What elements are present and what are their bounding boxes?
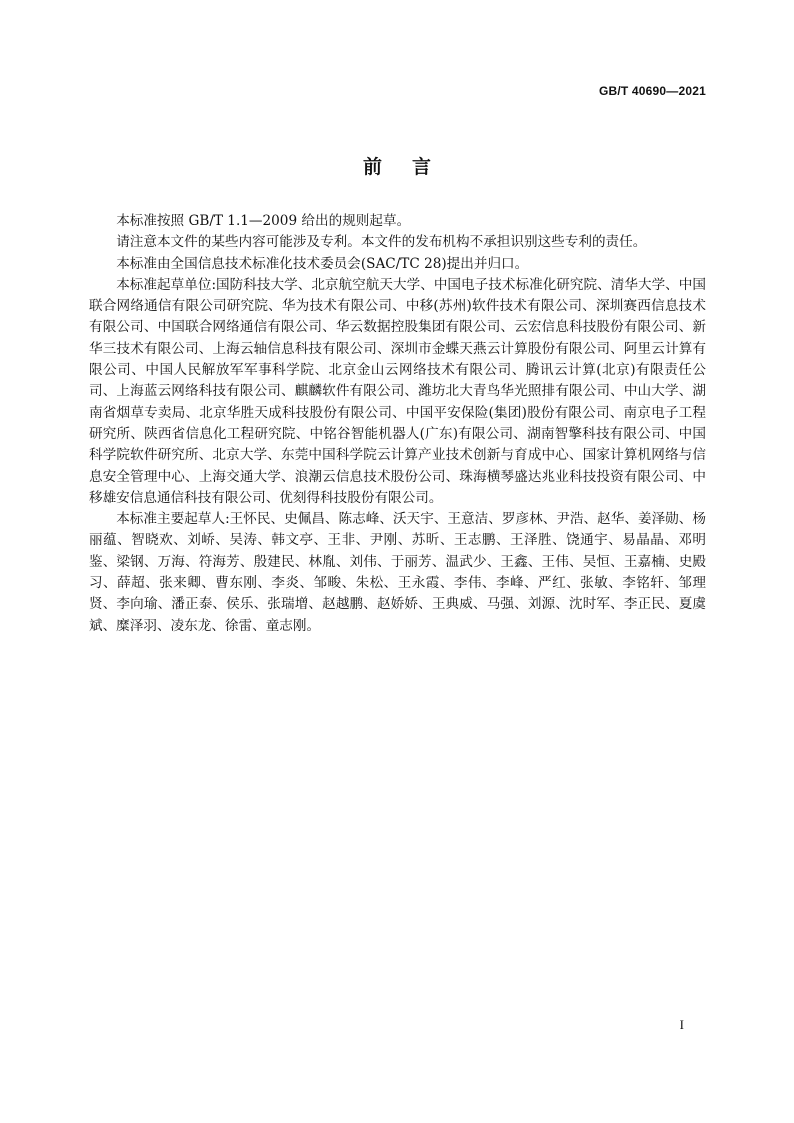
paragraph-patent-notice: 请注意本文件的某些内容可能涉及专利。本文件的发布机构不承担识别这些专利的责任。 <box>116 234 647 251</box>
paragraph-drafting-rules: 本标准按照 GB/T 1.1—2009 给出的规则起草。 <box>116 213 411 229</box>
paragraph-drafters: 本标准主要起草人:王怀民、史佩昌、陈志峰、沃天宇、王意洁、罗彦林、尹浩、赵华、姜泽勋、杨丽蕴、智晓欢、刘峤、吴涛、韩文亭、王非、尹刚、苏昕、王志鹏、王泽胜、饶通宇、易晶晶、邓明鉴、梁钢、万海、符海芳、殷建民、林胤、刘伟、于丽芳、温武少、王鑫、王伟、吴恒、王嘉楠、史殿习、薛超、张来卿、曹东刚、李炎、邹畯、朱松、王永霞、李伟、李峰、严红、张敏、李铭轩、邹理贤、李向瑜、潘正泰、侯乐、张瑞增、赵越鹏、赵娇娇、王典威、马强、刘源、沈时军、李正民、夏虞斌、糜泽羽、凌东龙、徐雷、童志刚。 <box>89 511 706 634</box>
page-title: 前言 <box>362 156 461 178</box>
standard-code: GB/T 40690—2021 <box>598 84 706 98</box>
paragraph-drafting-units: 本标准起草单位:国防科技大学、北京航空航天大学、中国电子技术标准化研究院、清华大学、中国联合网络通信有限公司研究院、华为技术有限公司、中移(苏州)软件技术有限公司、深圳赛西信息技术有限公司、中国联合网络通信有限公司、华云数据控股集团有限公司、云宏信息科技股份有限公司、新华三技术有限公司、上海云轴信息科技有限公司、深圳市金蝶天燕云计算股份有限公司、阿里云计算有限公司、中国人民解放军军事科学院、北京金山云网络技术有限公司、腾讯云计算(北京)有限责任公司、上海蓝云网络科技有限公司、麒麟软件有限公司、潍坊北大青鸟华光照排有限公司、中山大学、湖南省烟草专卖局、北京华胜天成科技股份有限公司、中国平安保险(集团)股份有限公司、南京电子工程研究所、陕西省信息化工程研究院、中铭谷智能机器人(广东)有限公司、湖南智擎科技有限公司、中国科学院软件研究所、北京大学、东莞中国科学院云计算产业技术创新与育成中心、国家计算机网络与信息安全管理中心、上海交通大学、浪潮云信息技术股份公司、珠海横琴盛达兆业科技投资有限公司、中移雄安信息通信科技有限公司、优刻得科技股份有限公司。 <box>89 276 706 506</box>
document-body <box>89 211 706 637</box>
page-number: I <box>679 1017 684 1032</box>
paragraph-proposer: 本标准由全国信息技术标准化技术委员会(SAC/TC 28)提出并归口。 <box>116 255 529 272</box>
